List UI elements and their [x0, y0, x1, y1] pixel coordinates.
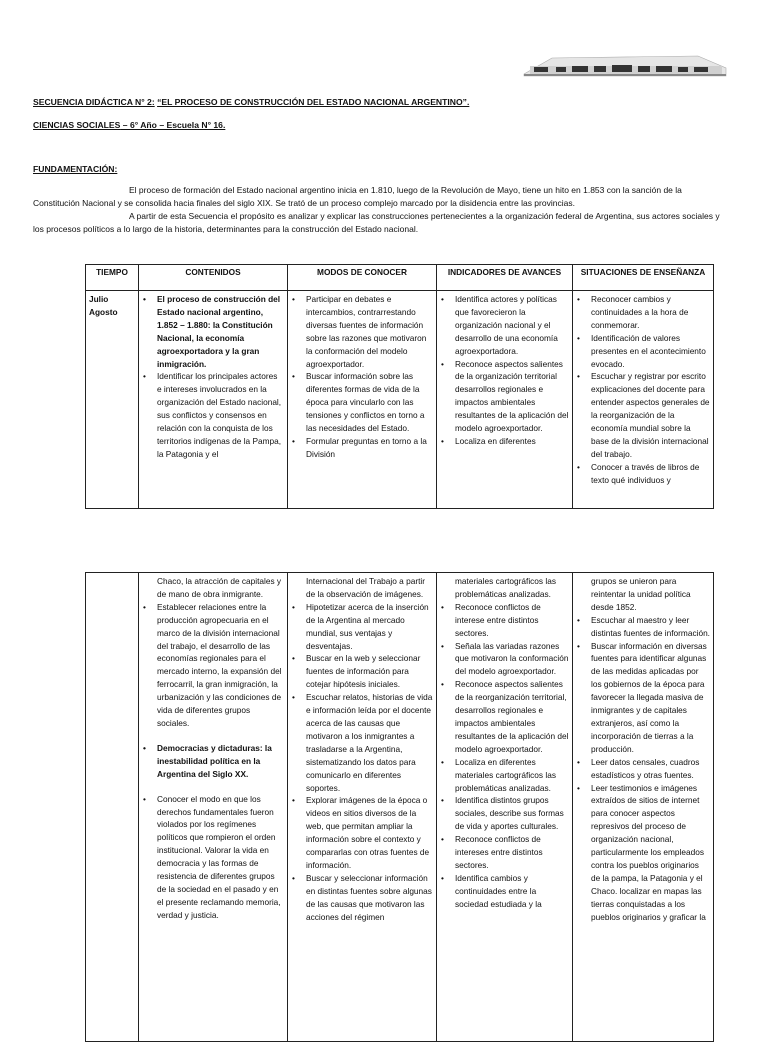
- list-item: • Identificar los principales actores e intereses involucrados en la organización del Estado nacional, sus conflictos y consensos en relación con la conquista de los territorios indígenas de la Pampa, la Patagonia y el: [142, 370, 284, 460]
- table-header-row: [86, 265, 714, 291]
- list-item: • Buscar información en diversas fuentes para identificar algunas de las medidas aplicadas por los gobiernos de la época para favorecer la llegada masiva de inmigrantes y de capitales extranjeros, así como la incorporación de tierras a la producción.: [576, 640, 710, 756]
- list-item: • Reconocer cambios y continuidades a la hora de conmemorar.: [576, 293, 710, 332]
- tiempo-cell: Julio Agosto: [86, 291, 139, 509]
- list-item: • Reconoce aspectos salientes de la reorganización territorial, desarrollos regionales e impactos ambientales resultantes de la aplicación del modelo agroexportador.: [440, 678, 569, 755]
- list-item: • Hipotetizar acerca de la inserción de la Argentina al mercado mundial, sus ventajas y desventajas.: [291, 601, 433, 653]
- spacer: [142, 730, 284, 742]
- didactic-table-part-2: [85, 572, 714, 1042]
- intro-text: [33, 184, 728, 236]
- section-heading: FUNDAMENTACIÓN:: [33, 164, 118, 174]
- list-item: • Explorar imágenes de la época o videos en sitios diversos de la web, que permitan ampliar la información sobre el contexto y compararlas con otras fuentes de información.: [291, 794, 433, 871]
- tiempo-cell-continued: [86, 573, 139, 1042]
- school-building-logo: [522, 52, 728, 78]
- list-item: • Escuchar y registrar por escrito explicaciones del docente para entender aspectos generales de la reorganización de la economía mundial sobre la base de la división internacional del trabajo.: [576, 370, 710, 460]
- modos-cell: [288, 291, 437, 509]
- modos-cell-continued: [288, 573, 437, 1042]
- col-header-contenidos: CONTENIDOS: [139, 265, 288, 291]
- list-item: • Localiza en diferentes materiales cartográficos las problemáticas analizadas.: [440, 756, 569, 795]
- subject-line: CIENCIAS SOCIALES – 6° Año – Escuela N° 16.: [33, 120, 226, 130]
- intro-paragraph-1: El proceso de formación del Estado nacional argentino inicia en 1.810, luego de la Revolución de Mayo, tiene un hito en 1.853 con la sanción de la Constitución Nacional y se consolida hacia finales del siglo XIX. Se trató de un proceso complejo marcado por la disidencia entre las provincias.: [33, 185, 682, 208]
- list-item: • Reconoce conflictos de intereses entre distintos sectores.: [440, 833, 569, 872]
- list-item: • Localiza en diferentes: [440, 435, 569, 448]
- col-header-modos: MODOS DE CONOCER: [288, 265, 437, 291]
- list-item: materiales cartográficos las problemáticas analizadas.: [455, 576, 556, 599]
- contenidos-cell-continued: [139, 573, 288, 1042]
- list-item: • Leer datos censales, cuadros estadísticos y otras fuentes.: [576, 756, 710, 782]
- col-header-indicadores: INDICADORES DE AVANCES: [437, 265, 573, 291]
- list-item: • Buscar información sobre las diferentes formas de vida de la época para vincularlo con las tensiones y conflictos en torno a las necesidades del Estado.: [291, 370, 433, 435]
- situaciones-cell-continued: [573, 573, 714, 1042]
- list-item: • Identifica distintos grupos sociales, describe sus formas de vida y aportes culturales.: [440, 794, 569, 833]
- list-item: • Reconoce conflictos de interese entre distintos sectores.: [440, 601, 569, 640]
- list-item: • Identificación de valores presentes en el acontecimiento evocado.: [576, 332, 710, 371]
- contenidos-cell: [139, 291, 288, 509]
- list-item: • Buscar en la web y seleccionar fuentes de información para cotejar hipótesis iniciales.: [291, 652, 433, 691]
- list-item: • Establecer relaciones entre la producción agropecuaria en el marco de la división internacional del trabajo, el desarrollo de las economías regionales para el mercado interno, la expansión del ferrocarril, la gran inmigración, la urbanización y las condiciones de vida de diferentes grupos sociales.: [142, 601, 284, 730]
- indicadores-cell: [437, 291, 573, 509]
- list-item: • Escuchar relatos, historias de vida e información leída por el docente acerca de las causas que motivaron a los inmigrantes a trasladarse a la Argentina, sistematizando los datos para comunicarlo en diferentes soportes.: [291, 691, 433, 794]
- intro-paragraph-2: A partir de esta Secuencia el propósito es analizar y explicar las construcciones pertenecientes a la organización federal de Argentina, sus actores sociales y los procesos políticos a lo largo de la historia, determinantes para la construcción del Estado nacional.: [33, 211, 720, 234]
- list-item: • Leer testimonios e imágenes extraídos de sitios de internet para conocer aspectos represivos del proceso de organización nacional, particularmente los empleados contra los pueblos originarios de la pampa, la Patagonia y el Chaco. localizar en mapas las tierras conquistadas a los pueblos originarios y graficar la: [576, 782, 710, 924]
- list-item: Chaco, la atracción de capitales y de mano de obra inmigrante.: [157, 576, 282, 599]
- didactic-table-part-1: [85, 264, 714, 509]
- list-item: • Escuchar al maestro y leer distintas fuentes de información.: [576, 614, 710, 640]
- list-item: • Señala las variadas razones que motivaron la conformación del modelo agroexportador.: [440, 640, 569, 679]
- table-row: [86, 291, 714, 509]
- spacer: [142, 781, 284, 793]
- situaciones-cell: [573, 291, 714, 509]
- list-item: • Identifica actores y políticas que favorecieron la organización nacional y el desarrollo de una economía agroexportadora.: [440, 293, 569, 358]
- table-row: [86, 573, 714, 1042]
- list-item: • El proceso de construcción del Estado nacional argentino, 1.852 – 1.880: la Constitución Nacional, la economía agroexportadora y la gran inmigración.: [142, 293, 284, 370]
- sequence-title: SECUENCIA DIDÁCTICA N° 2: “EL PROCESO DE CONSTRUCCIÓN DEL ESTADO NACIONAL ARGENTINO”.: [33, 97, 470, 107]
- list-item: • Conocer a través de libros de texto qué individuos y: [576, 461, 710, 487]
- list-item: Internacional del Trabajo a partir de la observación de imágenes.: [306, 576, 425, 599]
- list-item: • Formular preguntas en torno a la División: [291, 435, 433, 461]
- list-item: • Participar en debates e intercambios, contrarrestando diversas fuentes de información sobre las razones que motivaron la conformación del modelo agroexportador.: [291, 293, 433, 370]
- list-item: • Buscar y seleccionar información en distintas fuentes sobre algunas de las causas que motivaron las acciones del régimen: [291, 872, 433, 924]
- list-item: • Reconoce aspectos salientes de la organización territorial desarrollos regionales e impactos ambientales resultantes de la aplicación del modelo agroexportador.: [440, 358, 569, 435]
- list-item: • Democracias y dictaduras: la inestabilidad política en la Argentina del Siglo XX.: [142, 742, 284, 781]
- list-item: grupos se unieron para reintentar la unidad política desde 1852.: [591, 576, 691, 612]
- list-item: • Identifica cambios y continuidades entre la sociedad estudiada y la: [440, 872, 569, 911]
- col-header-tiempo: TIEMPO: [86, 265, 139, 291]
- col-header-situaciones: SITUACIONES DE ENSEÑANZA: [573, 265, 714, 291]
- indicadores-cell-continued: [437, 573, 573, 1042]
- list-item: • Conocer el modo en que los derechos fundamentales fueron violados por los regímenes políticos que rompieron el orden institucional. Valorar la vida en democracia y las formas de resistencia de diferentes grupos de la sociedad en el pasado y en el presente reclamando memoria, verdad y justicia.: [142, 793, 284, 922]
